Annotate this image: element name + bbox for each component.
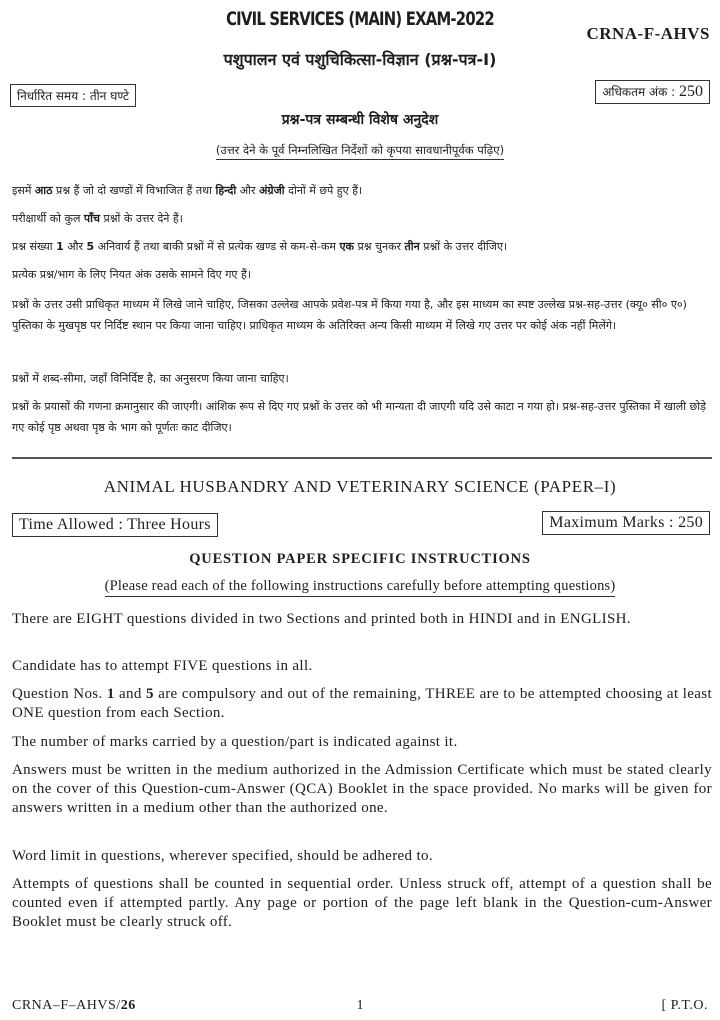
exam-title: CIVIL SERVICES (MAIN) EXAM-2022	[226, 8, 494, 30]
english-instruction-2: Candidate has to attempt FIVE questions in all.	[12, 658, 313, 674]
hindi-instruction-3: प्रश्न संख्या 1 और 5 अनिवार्य हैं तथा बाकी प्रश्नों में से प्रत्येक खण्ड से कम-से-कम एक प्रश्न चुनकर तीन प्रश्नों के उत्तर दीजिए।	[12, 240, 508, 253]
english-instruction-6: Word limit in questions, wherever specified, should be adhered to.	[12, 848, 433, 864]
english-instruction-3: Question Nos. 1 and 5 are compulsory and out of the remaining, THREE are to be attempted choosing at least ONE question from each Section.	[12, 686, 712, 721]
hindi-max-marks-value: 250	[679, 83, 703, 100]
hindi-time-allowed-box: निर्धारित समय : तीन घण्टे	[10, 84, 136, 107]
english-instructions-heading: QUESTION PAPER SPECIFIC INSTRUCTIONS	[189, 551, 531, 567]
english-instruction-1: There are EIGHT questions divided in two Sections and printed both in HINDI and in ENGLISH.	[12, 611, 631, 627]
hindi-instruction-6: प्रश्नों में शब्द-सीमा, जहाँ विनिर्दिष्ट है, का अनुसरण किया जाना चाहिए।	[12, 372, 289, 385]
english-subheading-text: (Please read each of the following instructions carefully before attempting questions)	[105, 578, 616, 597]
english-instruction-5: Answers must be written in the medium authorized in the Admission Certificate which must be stated clearly on the cover of this Question-cum-Answer (QCA) Booklet in the space provided. No marks will be given for answers written in a medium other than the authorized one.	[12, 762, 712, 816]
english-instruction-4: The number of marks carried by a question/part is indicated against it.	[12, 734, 458, 750]
section-divider	[12, 457, 712, 459]
hindi-instruction-4: प्रत्येक प्रश्न/भाग के लिए नियत अंक उसके सामने दिए गए हैं।	[12, 268, 251, 281]
footer-pto: [ P.T.O.	[661, 998, 708, 1013]
hindi-instruction-5: प्रश्नों के उत्तर उसी प्राधिकृत माध्यम में लिखे जाने चाहिए, जिसका उल्लेख आपके प्रवेश-पत्र में किया गया है, और इस माध्यम का स्पष्ट उल्लेख प्रश्न-सह-उत्तर (क्यू० सी० ए०) पुस्तिका के मुखपृष्ठ पर निर्दिष्ट स्थान पर किया जाना चाहिए। प्राधिकृत माध्यम के अतिरिक्त अन्य किसी माध्यम में लिखे गए उत्तर पर कोई अंक नहीं मिलेंगे।	[12, 298, 687, 332]
english-max-marks-box: Maximum Marks : 250	[542, 511, 710, 535]
hindi-instructions-heading: प्रश्न-पत्र सम्बन्धी विशेष अनुदेश	[281, 112, 439, 128]
hindi-instruction-2: परीक्षार्थी को कुल पाँच प्रश्नों के उत्तर देने हैं।	[12, 212, 183, 225]
english-instruction-7: Attempts of questions shall be counted in sequential order. Unless struck off, attempt of a question shall be counted even if attempted partly. Any page or portion of the page left blank in the Question-cum-Answer Booklet must be clearly struck off.	[12, 876, 712, 930]
english-instructions-subheading	[0, 578, 720, 597]
hindi-max-marks-label: अधिकतम अंक :	[602, 85, 679, 99]
hindi-instructions-subheading	[0, 143, 720, 160]
hindi-instruction-7: प्रश्नों के प्रयासों की गणना क्रमानुसार की जाएगी। आंशिक रूप से दिए गए प्रश्नों के उत्तर को भी मान्यता दी जाएगी यदि उसे काटा न गया हो। प्रश्न-सह-उत्तर पुस्तिका में खाली छोड़े गए कोई पृष्ठ अथवा पृष्ठ के भाग को पूर्णतः काट दीजिए।	[12, 400, 707, 434]
footer-paper-code: CRNA–F–AHVS/26	[12, 998, 136, 1013]
paper-code: CRNA-F-AHVS	[586, 24, 710, 43]
footer-page-number: 1	[356, 998, 364, 1013]
english-time-allowed-box: Time Allowed : Three Hours	[12, 513, 218, 537]
english-subject-title: ANIMAL HUSBANDRY AND VETERINARY SCIENCE (PAPER–I)	[103, 477, 617, 496]
hindi-max-marks-box	[595, 80, 710, 104]
hindi-instruction-1: इसमें आठ प्रश्न हैं जो दो खण्डों में विभाजित हैं तथा हिन्दी और अंग्रेजी दोनों में छपे हुए हैं।	[12, 184, 363, 197]
hindi-subheading-text: (उत्तर देने के पूर्व निम्नलिखित निर्देशों को कृपया सावधानीपूर्वक पढ़िए)	[216, 143, 504, 160]
hindi-subject-title: पशुपालन एवं पशुचिकित्सा-विज्ञान (प्रश्न-पत्र-I)	[223, 50, 497, 69]
